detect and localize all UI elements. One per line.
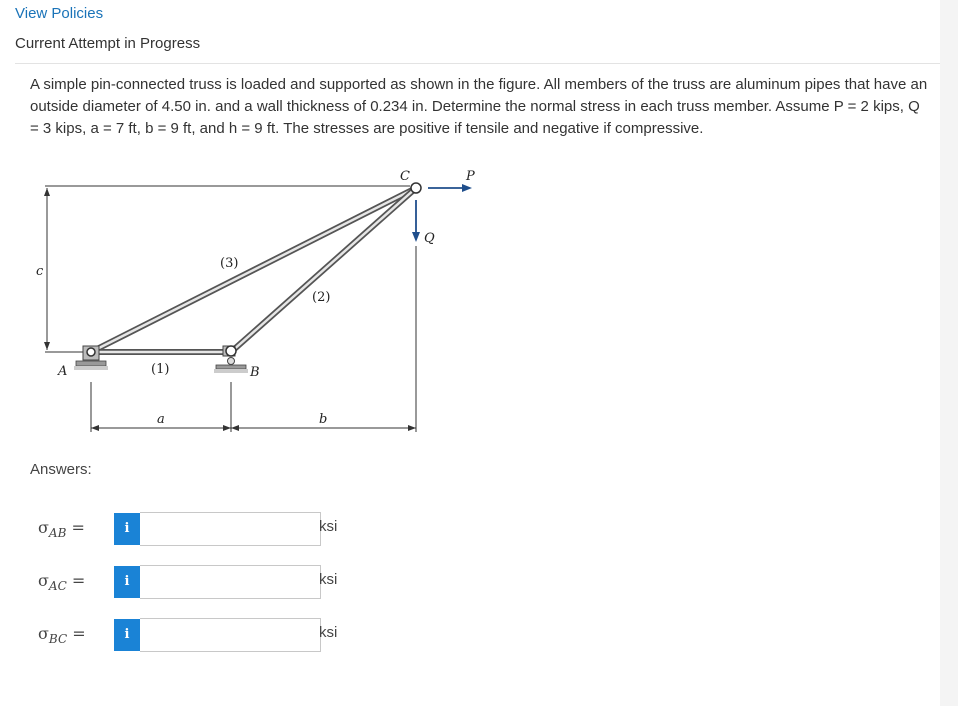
label-member-2: (2) xyxy=(312,290,331,305)
equals-sign: = xyxy=(71,571,86,590)
stress-ac-input[interactable] xyxy=(140,565,321,599)
label-dim-b: b xyxy=(319,412,328,427)
question-text: A simple pin-connected truss is loaded and supported as shown in the figure. All members of the truss are aluminum pipes that have an outside diameter of 4.50 in. and a wall thickness of 0.234 in. Determine the normal stress in each truss member. Assume P = 2 kips, Q = 3 kips, a = 7 ft, b = 9 ft, and h = 9 ft. The stresses are positive if tensile and negative if compressive. xyxy=(30,76,928,137)
stress-bc-input[interactable] xyxy=(140,618,321,652)
label-p: P xyxy=(466,169,475,184)
support-a-ground xyxy=(74,366,108,370)
pin-a xyxy=(87,348,95,356)
load-q-arrowhead xyxy=(412,232,420,242)
stress-ab-input[interactable] xyxy=(140,512,321,546)
sigma-subscript: AB xyxy=(48,526,67,541)
joint-c xyxy=(411,183,421,193)
answers-label: Answers: xyxy=(30,461,92,478)
sigma-subscript: BC xyxy=(48,632,68,647)
support-b-ground xyxy=(214,369,248,373)
load-p-arrowhead xyxy=(462,184,472,192)
support-b-base xyxy=(216,365,246,369)
info-button-ab[interactable]: i xyxy=(114,513,140,545)
view-policies-link[interactable]: View Policies xyxy=(15,5,104,22)
equals-sign: = xyxy=(72,624,86,643)
label-b: B xyxy=(250,365,260,380)
info-button-ac[interactable]: i xyxy=(114,566,140,598)
dim-a-arrow-left xyxy=(91,425,99,431)
dim-b-arrow-right xyxy=(408,425,416,431)
sigma-ac-label xyxy=(38,571,108,593)
label-a: A xyxy=(58,364,68,379)
sigma-symbol: σ xyxy=(38,571,49,590)
dim-a-arrow-right xyxy=(223,425,231,431)
label-member-1: (1) xyxy=(151,362,170,377)
dim-c-arrow-bottom xyxy=(44,342,50,350)
label-c-joint: C xyxy=(400,169,410,184)
attempt-status: Current Attempt in Progress xyxy=(15,35,201,52)
roller-b xyxy=(228,358,235,365)
sigma-symbol: σ xyxy=(38,518,49,537)
dim-b-arrow-left xyxy=(231,425,239,431)
label-dim-a: a xyxy=(157,412,165,427)
sigma-subscript: AC xyxy=(48,579,67,594)
support-a-base xyxy=(76,361,106,366)
unit-ab: ksi xyxy=(319,518,338,535)
info-button-bc[interactable]: i xyxy=(114,619,140,651)
label-c: c xyxy=(36,264,44,279)
unit-ac: ksi xyxy=(319,571,338,588)
unit-bc: ksi xyxy=(319,624,338,641)
member-3-inner xyxy=(91,188,416,352)
dim-c-arrow-top xyxy=(44,188,50,196)
sigma-ab-label xyxy=(38,518,108,540)
label-q: Q xyxy=(424,231,435,246)
sigma-symbol: σ xyxy=(38,624,49,643)
label-member-3: (3) xyxy=(220,256,239,271)
pin-b xyxy=(226,346,236,356)
sigma-bc-label xyxy=(38,624,108,646)
equals-sign: = xyxy=(71,518,85,537)
